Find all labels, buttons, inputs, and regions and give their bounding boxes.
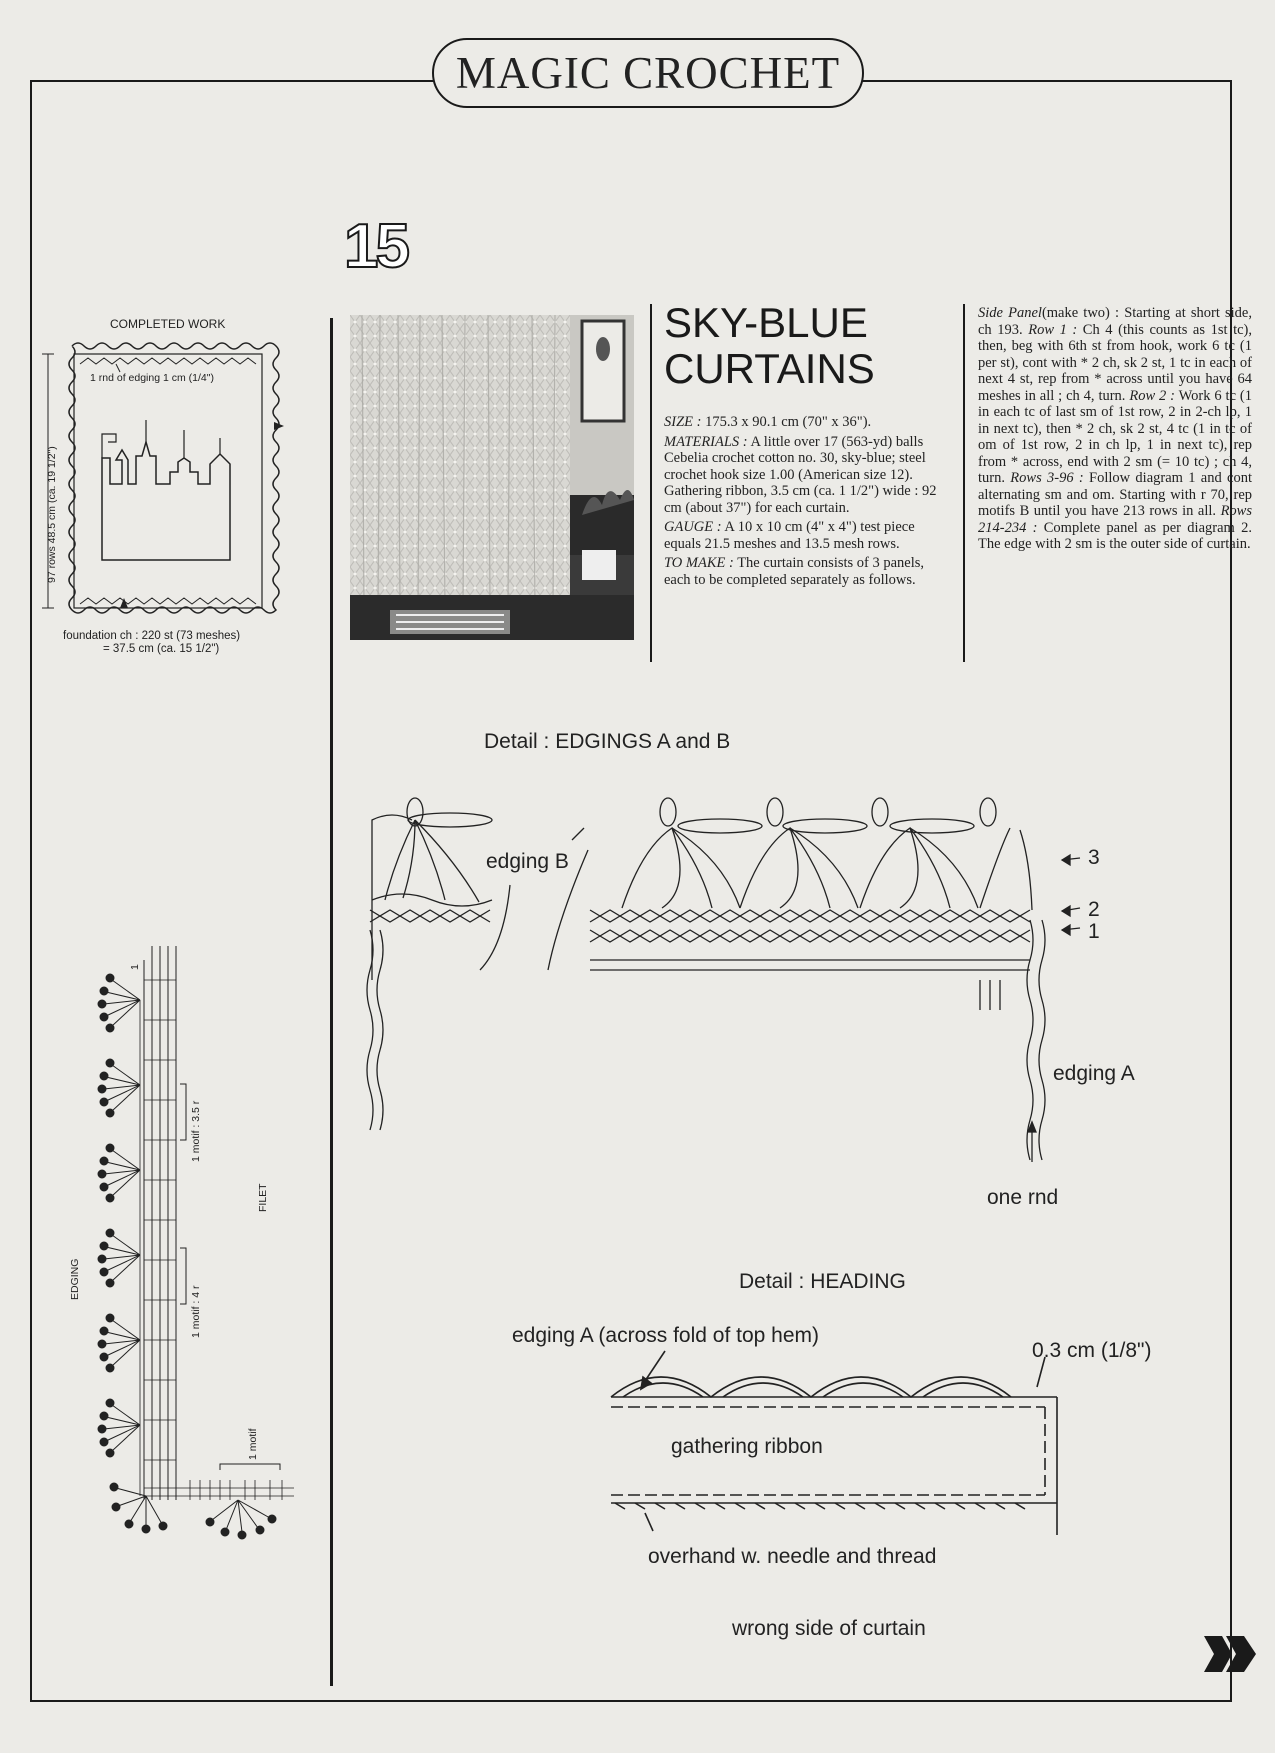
foundation-line-2: = 37.5 cm (ca. 15 1/2")	[103, 643, 220, 655]
motif-bottom-label: 1 motif	[247, 1428, 259, 1460]
pattern-number: 15	[344, 212, 407, 281]
curtain-photo-image	[350, 315, 634, 640]
edging-note: 1 rnd of edging 1 cm (1/4")	[90, 372, 214, 384]
completed-work-title: COMPLETED WORK	[110, 317, 226, 331]
instructions-column-1	[664, 414, 950, 591]
next-page-icon	[1202, 1632, 1258, 1676]
gauge-text: A 10 x 10 cm (4" x 4") test piece equals 21.5 meshes and 13.5 mesh rows.	[664, 519, 915, 552]
column-divider-left	[330, 318, 333, 1686]
materials-label: MATERIALS :	[664, 433, 748, 450]
row1-label: Row 1 :	[1028, 321, 1078, 338]
edging-a-label: edging A	[1053, 1062, 1135, 1085]
pattern-title	[664, 300, 954, 392]
side-panel-paragraph	[978, 305, 1252, 553]
size-paragraph	[664, 414, 950, 431]
detail-heading-title: Detail : HEADING	[739, 1270, 906, 1293]
row-3-marker: 3	[1088, 846, 1100, 869]
gathering-ribbon-label: gathering ribbon	[671, 1435, 823, 1458]
tomake-text: The curtain consists of 3 panels, each to be completed separately as follows.	[664, 555, 925, 588]
size-text: 175.3 x 90.1 cm (70" x 36").	[701, 414, 872, 430]
gauge-paragraph	[664, 519, 950, 552]
rows3-text: Follow diagram 1 and cont alternating sm and om. Starting with r 70, rep motifs B until you have 213 rows in all.	[978, 470, 1252, 519]
size-label: SIZE :	[664, 414, 702, 430]
edgings-detail-diagram	[360, 790, 1135, 1160]
completed-work-diagram	[40, 338, 300, 628]
title-line-1: SKY-BLUE	[664, 299, 868, 346]
row1-text: Ch 4 (this counts as 1st tc), then, beg with 6th st from hook, work 6 tc (1 per st), cont with * 2 ch, sk 2 st, 1 tc in each of next 4 st, rep from * across until you have 64 meshes in all ; ch 4, turn.	[978, 321, 1252, 404]
curtain-photo	[350, 315, 634, 640]
rows-dimension-label: 97 rows 48.5 cm (ca. 19 1/2")	[46, 446, 58, 583]
row-2-marker: 2	[1088, 898, 1100, 921]
filet-vertical-label: FILET	[257, 1183, 269, 1212]
column-divider-title	[650, 304, 652, 662]
row2-text: Work 6 tc (1 in each tc of last sm of 1st row, 2 in 2-ch lp, 1 in next tc), then * 2 ch, sk 2 st, 4 tc (1 in tc of om of 1st row, 2 in ch lp, 1 in next tc), rep from * across, end with 2 sm (= 10 tc) ; ch 4, turn.	[978, 387, 1253, 486]
rows214-text: Complete panel as per diagram 2. The edge with 2 sm is the outer side of curtain.	[978, 519, 1252, 552]
instructions-column-2	[978, 305, 1252, 556]
filet-column	[144, 946, 176, 1500]
brand-banner	[432, 38, 864, 108]
materials-text: A little over 17 (563-yd) balls Cebelia crochet cotton no. 30, sky-blue; steel crochet hook size 1.00 (American size 12). Gathering ribbon, 3.5 cm (ca. 1 1/2") wide : 92 cm (about 37") for each curtain.	[664, 433, 937, 516]
tomake-label: TO MAKE :	[664, 555, 734, 571]
edging-a-fold-label: edging A (across fold of top hem)	[512, 1324, 820, 1347]
row-1-marker: 1	[1088, 920, 1100, 943]
gauge-label: GAUGE :	[664, 519, 722, 535]
overhand-label: overhand w. needle and thread	[648, 1545, 937, 1568]
side-panel-label: Side Panel	[978, 305, 1042, 321]
rows214-label: Rows 214-234 :	[978, 503, 1252, 536]
detail-edgings-title: Detail : EDGINGS A and B	[484, 730, 731, 753]
brand-title: MAGIC CROCHET	[455, 48, 841, 98]
edging-vertical-label: EDGING	[69, 1258, 81, 1300]
tomake-paragraph	[664, 555, 950, 588]
motif-35-label: 1 motif : 3.5 r	[190, 1100, 202, 1162]
foundation-line-1: foundation ch : 220 st (73 meshes)	[63, 630, 241, 642]
edging-b-label: edging B	[486, 850, 569, 873]
one-rnd-label: one rnd	[987, 1186, 1059, 1209]
materials-paragraph	[664, 434, 950, 517]
column-divider-text	[963, 304, 965, 662]
row2-label: Row 2 :	[1129, 387, 1176, 404]
edging-chart	[70, 940, 320, 1550]
title-line-2: CURTAINS	[664, 345, 875, 392]
rows3-label: Rows 3-96 :	[1010, 470, 1084, 486]
wrong-side-label: wrong side of curtain	[732, 1617, 926, 1640]
measure-label: 0.3 cm (1/8")	[1032, 1339, 1152, 1362]
row-mark-label: 1	[129, 964, 141, 970]
motif-4-label: 1 motif : 4 r	[190, 1285, 202, 1338]
side-panel-text: (make two) : Starting at short side, ch 193.	[978, 305, 1252, 338]
